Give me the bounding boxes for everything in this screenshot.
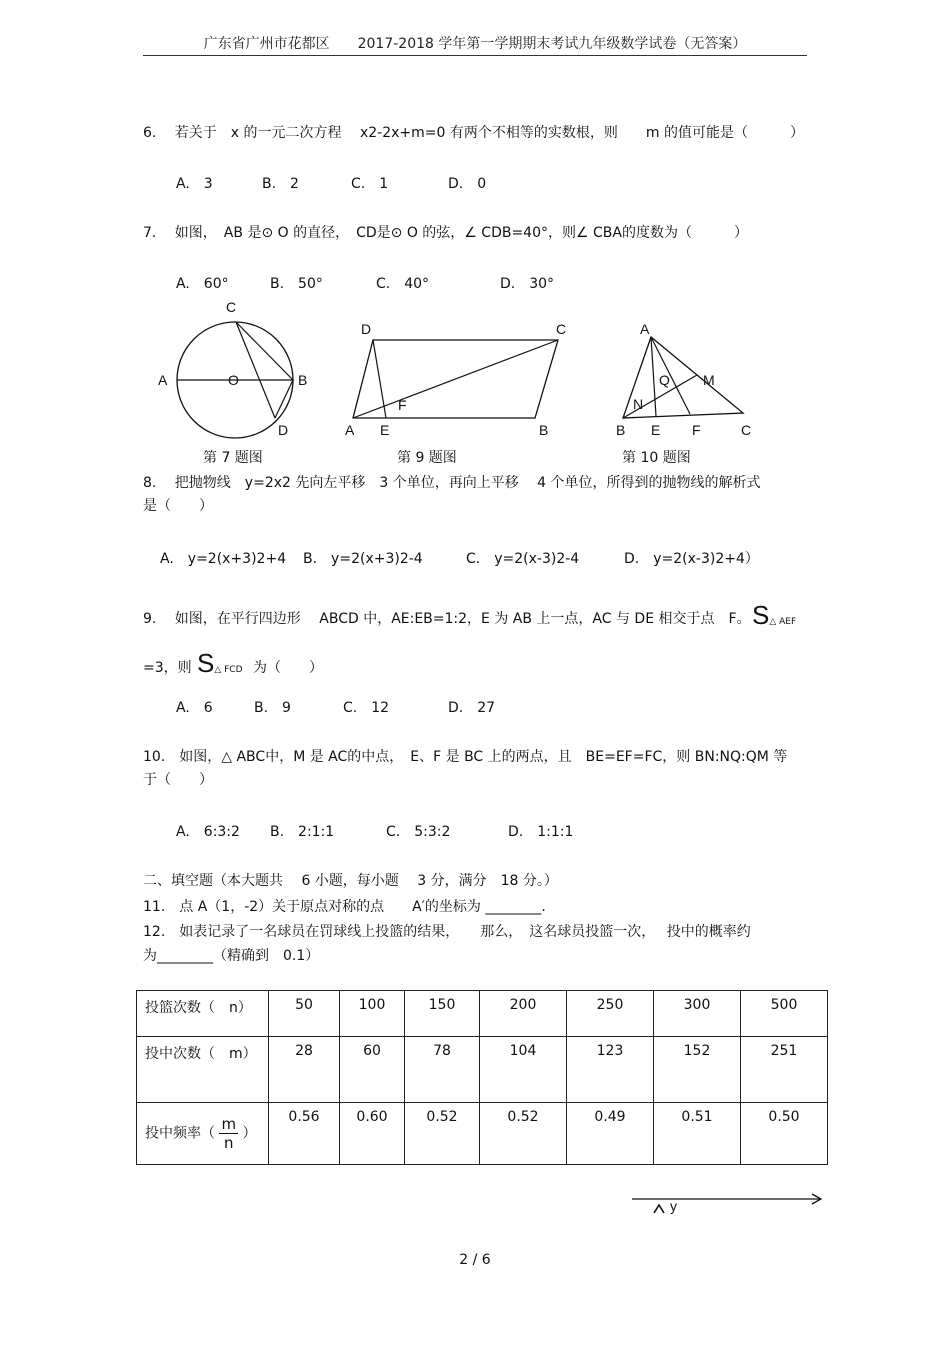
fig10-label-c: C	[741, 422, 752, 438]
q6-option-a: A. 3	[176, 176, 213, 192]
area-sub-fcd: △ FCD	[214, 665, 243, 675]
table-cell: 300	[654, 991, 741, 1037]
fig9-label-b: B	[539, 422, 549, 438]
table-cell: 0.56	[269, 1103, 340, 1165]
q8-option-a: A. y=2(x+3)2+4	[160, 551, 287, 567]
fig10-label-b: B	[616, 422, 626, 438]
fig7-label-c: C	[226, 299, 237, 315]
q9-option-d: D. 27	[448, 700, 496, 716]
area-sub-aef: △ AEF	[769, 617, 797, 627]
table-row-label: 投篮次数（ n）	[137, 991, 269, 1037]
table-cell: 0.51	[654, 1103, 741, 1165]
fig10-segment-ae	[651, 337, 656, 416]
area-symbol-fcd: S	[197, 648, 215, 678]
fig7-chord-cd	[236, 322, 275, 418]
q6-option-c: C. 1	[351, 176, 389, 192]
table-cell: 200	[480, 991, 567, 1037]
fig10-label-a: A	[640, 321, 650, 337]
q8-option-d: D. y=2(x-3)2+4）	[624, 551, 759, 567]
fig10-label-q: Q	[659, 372, 670, 388]
fraction-numerator: m	[221, 1114, 237, 1133]
question-9-line1: 9. 如图，在平行四边形 ABCD 中，AE:EB=1:2，E 为 AB 上一点，AC 与 DE 相交于点 F。	[143, 611, 751, 627]
question-8-line1: 8. 把抛物线 y=2x2 先向左平移 3 个单位，再向上平移 4 个单位，所得到的抛物线的解析式	[143, 475, 761, 491]
page-number: 2 / 6	[459, 1252, 491, 1268]
axis-fragment	[620, 1185, 830, 1220]
table-cell: 123	[567, 1037, 654, 1103]
table-cell: 152	[654, 1037, 741, 1103]
area-aef	[752, 600, 796, 631]
y-axis-label: y	[670, 1198, 677, 1214]
freq-label: 投中频率（	[145, 1125, 215, 1141]
q7-option-d: D. 30°	[500, 276, 555, 292]
table-cell: 60	[340, 1037, 405, 1103]
table-cell: 0.50	[741, 1103, 828, 1165]
question-12-line1: 12. 如表记录了一名球员在罚球线上投篮的结果， 那么， 这名球员投篮一次， 投中的概率约	[143, 924, 751, 940]
figure-7	[158, 299, 307, 438]
area-fcd	[197, 648, 243, 679]
q7-option-b: B. 50°	[270, 276, 323, 292]
freq-label-close: ）	[242, 1125, 257, 1141]
fig7-label-o: O	[228, 372, 239, 388]
table-cell: 251	[741, 1037, 828, 1103]
question-9-line2a: =3，则	[143, 660, 192, 676]
table-cell: 0.60	[340, 1103, 405, 1165]
figure-10	[616, 321, 751, 438]
figure-9	[345, 321, 566, 438]
figures-svg	[0, 0, 950, 470]
q8-option-c: C. y=2(x-3)2-4	[466, 551, 580, 567]
q10-option-a: A. 6:3:2	[176, 824, 240, 840]
fig10-label-f: F	[692, 422, 701, 438]
area-symbol-aef: S	[752, 600, 770, 630]
table-cell: 28	[269, 1037, 340, 1103]
table-row-freq	[137, 1103, 828, 1165]
table-cell: 104	[480, 1037, 567, 1103]
fraction-denominator: n	[224, 1133, 234, 1152]
question-10-line1: 10. 如图，△ ABC中，M 是 AC的中点， E、F 是 BC 上的两点，且 BE=EF=FC，则 BN:NQ:QM 等	[143, 749, 788, 765]
table-row-m	[137, 1037, 828, 1103]
fig7-label-a: A	[158, 372, 168, 388]
y-axis-arrow-icon	[654, 1205, 664, 1213]
table-cell: 100	[340, 991, 405, 1037]
q10-option-b: B. 2:1:1	[270, 824, 335, 840]
section-2-title: 二、填空题（本大题共 6 小题，每小题 3 分，满分 18 分。）	[143, 873, 558, 889]
q7-option-a: A. 60°	[176, 276, 229, 292]
table-cell: 0.49	[567, 1103, 654, 1165]
page-header: 广东省广州市花都区 2017-2018 学年第一学期期末考试九年级数学试卷（无答案）	[203, 36, 747, 52]
fig10-caption: 第 10 题图	[622, 450, 691, 466]
fig10-label-n: N	[633, 396, 644, 412]
question-6: 6. 若关于 x 的一元二次方程 x2-2x+m=0 有两个不相等的实数根，则 m 的值可能是（ ）	[143, 125, 804, 141]
question-7: 7. 如图， AB 是⊙ O 的直径， CD是⊙ O 的弦，∠ CDB=40°，则∠ CBA的度数为（ ）	[143, 225, 748, 241]
q10-option-d: D. 1:1:1	[508, 824, 574, 840]
table-cell: 0.52	[480, 1103, 567, 1165]
fig9-label-c: C	[556, 321, 567, 337]
fig9-label-d: D	[361, 321, 372, 337]
q10-option-c: C. 5:3:2	[386, 824, 451, 840]
table-row-n	[137, 991, 828, 1037]
q9-option-b: B. 9	[254, 700, 291, 716]
table-row-label	[137, 1103, 269, 1165]
fig7-label-b: B	[298, 372, 308, 388]
q9-option-c: C. 12	[343, 700, 390, 716]
free-throw-table	[136, 990, 828, 1165]
table-cell: 50	[269, 991, 340, 1037]
question-12-line2: 为________（精确到 0.1）	[143, 948, 320, 964]
question-8-line2: 是（ ）	[143, 498, 213, 514]
fig9-label-a: A	[345, 422, 355, 438]
fig9-caption: 第 9 题图	[397, 450, 457, 466]
fig7-caption: 第 7 题图	[203, 450, 263, 466]
question-11: 11. 点 A（1，-2）关于原点对称的点 A′的坐标为 ________.	[143, 899, 546, 915]
question-10-line2: 于（ ）	[143, 772, 213, 788]
fig9-label-e: E	[380, 422, 390, 438]
q9-option-a: A. 6	[176, 700, 213, 716]
q7-option-c: C. 40°	[376, 276, 430, 292]
fig10-label-m: M	[703, 372, 715, 388]
q6-option-b: B. 2	[262, 176, 299, 192]
fig7-label-d: D	[278, 422, 289, 438]
fig10-segment-af	[651, 337, 690, 414]
question-9-line2b: 为（ ）	[253, 660, 323, 676]
table-cell: 250	[567, 991, 654, 1037]
fig9-label-f: F	[398, 397, 407, 413]
table-row-label: 投中次数（ m）	[137, 1037, 269, 1103]
q8-option-b: B. y=2(x+3)2-4	[303, 551, 423, 567]
fig10-label-e: E	[651, 422, 661, 438]
table-cell: 150	[405, 991, 480, 1037]
fig9-segment-de	[373, 340, 386, 418]
q6-option-d: D. 0	[448, 176, 487, 192]
table-cell: 78	[405, 1037, 480, 1103]
fraction-m-over-n	[219, 1115, 238, 1152]
table-cell: 500	[741, 991, 828, 1037]
table-cell: 0.52	[405, 1103, 480, 1165]
